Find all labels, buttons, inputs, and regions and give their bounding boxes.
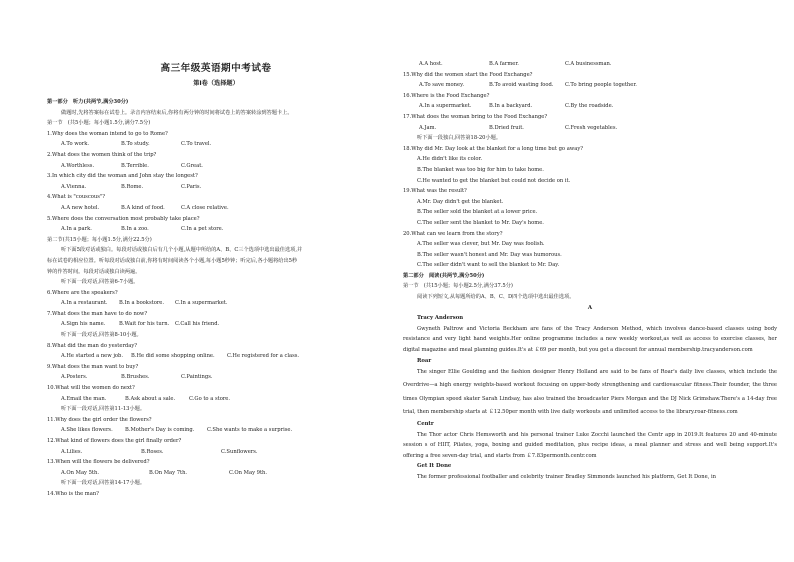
- section2-intro-line1: 听下面5段对话或独白。每段对话或独白后有几个小题,从题中所给的A、B、C三个选项中选出最佳选项,并: [61, 247, 303, 254]
- passage-paragraph: The former professional footballer and celebrity trainer Bradley Simmonds launched his platform, Get It Done, in: [417, 474, 717, 480]
- option: A.The seller was clever, but Mr. Day was foolish.: [417, 241, 545, 248]
- option: C.In a supermarket.: [175, 300, 228, 307]
- option: B.The seller wasn't honest and Mr. Day was humorous.: [417, 251, 562, 258]
- passage-heading: Tracy Anderson: [417, 315, 464, 322]
- question-5: 5.Where does the conversation most probably take place?: [47, 215, 200, 222]
- question-10: 10.What will the women do next?: [47, 385, 135, 392]
- listen-instruction: 听下面一段对话,回答第11-13小题。: [61, 406, 146, 413]
- question-14: 14.Who is the man?: [47, 490, 99, 497]
- option: A.Posters.: [61, 374, 88, 381]
- options-5: [47, 224, 385, 235]
- part2-section1: 第一节 (共15小题；每小题2.5分,满分37.5分): [403, 283, 513, 290]
- option: B.To avoid wasting food.: [489, 82, 554, 89]
- option: B.A kind of food.: [121, 204, 165, 211]
- option: C.A businessman.: [565, 61, 612, 67]
- option: B.Brushes.: [121, 374, 150, 381]
- option: A.He didn't like its color.: [417, 156, 483, 163]
- options-14: [403, 59, 777, 70]
- option: A.Sign his name.: [61, 321, 106, 328]
- question-1: 1.Why does the woman intend to go to Rome?: [47, 130, 168, 137]
- question-4: 4.What is "couscous"?: [47, 194, 106, 201]
- options-12: [47, 447, 385, 458]
- option: B.On May 7th.: [149, 469, 188, 476]
- passage-paragraph: The singer Ellie Goulding and the fashion designer Henry Holland are said to be fans of Roar's daily live classes, which include the Overdrive—a high energy weights-based workout focusing on upper-body strengthening and cardiovascular fitness.Their founder, the three times Olympian speed skater Sarah Lindsay, has also trained the broadcaster Piers Morgan and the DJ Nick Grimshaw.There's a 14-day free trial, then membership starts at ￡12.50per month with live daily workouts and unlimited access to the library.roar-fitness.com: [403, 369, 777, 415]
- part2-heading: 第二部分 阅读(共两节,满分50分): [403, 272, 485, 279]
- option: A.Jam.: [419, 124, 437, 131]
- part1-heading: 第一部分 听力(共两节,满分30分): [47, 99, 129, 105]
- passage-paragraph: Gwyneth Paltrow and Victoria Beckham are fans of the Tracy Anderson Method, which involves dance-based classes using body resistance and very light hand weights.Her online programme includes a new weekly workout,as well as access to exercise classes, her digital magazine and meal planning guides.It's at ￡69 per month, but you get a discount for annual membership.tracyanderson.com: [403, 325, 777, 354]
- option: C.The seller sent the blanket to Mr. Day's home.: [417, 219, 544, 226]
- listen-instruction: 听下面一段对话,回答第6-7小题。: [61, 279, 139, 286]
- option: C.By the roadside.: [565, 103, 614, 110]
- options-8: [47, 351, 385, 362]
- passage-paragraph: The Thor actor Chris Hemsworth and his personal trainer Luke Zocchi launched the Centr app in 2019.It features 20 and 40-minute session s of HIIT, Pilates, yoga, boxing and guided meditation, plus recipe ideas, a meal planner and stress and well being support.It's offering a free seven-day trial, and starts from ￡7.83permonth.centr.com: [403, 431, 777, 459]
- part2-intro: 阅读下列短文,从每题所给的A、B、C、D四个选项中选出最佳选项。: [417, 294, 575, 301]
- option: B.To study.: [121, 141, 150, 148]
- listen-instruction: 听下面一段独白,回答第18-20小题。: [417, 135, 502, 142]
- question-19: 19.What was the result?: [403, 188, 467, 195]
- option: A.In a supermarket.: [419, 103, 472, 110]
- option: C.The seller didn't want to sell the blanket to Mr. Day.: [417, 262, 560, 269]
- question-17: 17.What does the woman bring to the Food Exchange?: [403, 113, 548, 120]
- question-8: 8.What did the man do yesterday?: [47, 342, 138, 349]
- option: A.A new hotel.: [61, 204, 100, 211]
- option: C.Fresh vegetables.: [565, 124, 618, 131]
- page-title: 高三年级英语期中考试卷: [160, 63, 272, 74]
- options-15: [403, 80, 777, 91]
- options-6: [47, 298, 385, 309]
- option: B.In a bookstore.: [119, 300, 165, 307]
- options-7: [47, 319, 385, 330]
- question-12: 12.What kind of flowers does the girl finally order?: [47, 438, 182, 444]
- option: A.On May 5th.: [61, 469, 99, 476]
- option: B.Mother's Day is coming.: [125, 427, 195, 434]
- option: C.A close relative.: [181, 204, 229, 211]
- option: B.Rome.: [121, 183, 144, 190]
- option: B.In a backyard.: [489, 103, 533, 110]
- question-6: 6.Where are the speakers?: [47, 289, 118, 296]
- passage-heading: Get It Done: [417, 463, 452, 470]
- option: B.In a zoo.: [121, 226, 149, 233]
- options-16: [403, 101, 777, 112]
- option: C.To bring people together.: [565, 82, 637, 89]
- option: B.The blanket was too big for him to take home.: [417, 166, 544, 173]
- option: B.A farmer.: [489, 61, 519, 67]
- options-11: [47, 425, 385, 436]
- passage-heading: Roar: [417, 357, 432, 364]
- option: A.Lilies.: [61, 448, 83, 455]
- option: C.He wanted to get the blanket but could not decide on it.: [417, 177, 571, 184]
- options-13: [47, 468, 385, 479]
- option: A.To work.: [61, 141, 90, 148]
- option: C.He registered for a class.: [227, 353, 300, 360]
- section2-intro-line2: 标在试卷的相应位置。听每段对话或独白前,你将有时间阅读各个小题,每小题5秒钟；听完后,各小题将给出5秒: [47, 257, 298, 264]
- option: C.Go to a store.: [189, 395, 231, 402]
- option: B.Dried fruit.: [489, 124, 524, 131]
- options-9: [47, 372, 385, 383]
- options-1: [47, 139, 385, 150]
- listen-instruction: 听下面一段对话,回答第14-17小题。: [61, 480, 146, 487]
- options-4: [47, 203, 385, 214]
- question-9: 9.What does the man want to buy?: [47, 363, 139, 370]
- question-20: 20.What can we learn from the story?: [403, 230, 503, 237]
- passage-heading: Centr: [417, 421, 434, 428]
- question-11: 11.Why does the girl order the flowers?: [47, 416, 152, 423]
- question-18: 18.Why did Mr. Day look at the blanket for a long time but go away?: [403, 145, 584, 152]
- option: C.Call his friend.: [175, 321, 220, 328]
- option: A.He started a new job.: [61, 353, 124, 360]
- option: C.Great.: [181, 162, 203, 169]
- options-3: [47, 182, 385, 193]
- option: B.The seller sold the blanket at a lower price.: [417, 209, 538, 216]
- question-2: 2.What does the women think of the trip?: [47, 151, 157, 158]
- option: A.In a park.: [61, 226, 92, 233]
- option: A.She likes flowers.: [61, 427, 113, 434]
- part1-section1: 第一节 (共5小题；每小题1.5分,满分7.5分): [47, 120, 151, 127]
- options-10: [47, 394, 385, 405]
- passage-letter: A: [587, 304, 593, 311]
- option: C.Paintings.: [181, 374, 213, 381]
- part1-intro: 做题时,先将答案标在试卷上。录音内容结束后,你将有两分钟的时间将试卷上的答案转涂到答题卡上。: [61, 109, 293, 116]
- page-subtitle: 第Ⅰ卷（选择题）: [193, 80, 239, 87]
- section2-intro-line3: 钟的作答时间。每段对话或独白读两遍。: [47, 268, 141, 275]
- option: A.Email the man.: [61, 395, 107, 402]
- option: A.Worthless.: [61, 162, 95, 169]
- right-column: [403, 59, 777, 483]
- question-7: 7.What does the man have to do now?: [47, 310, 148, 317]
- option: A.Mr. Day didn't get the blanket.: [417, 198, 504, 205]
- option: B.Terrible.: [121, 162, 149, 169]
- option: C.Sunflowers.: [221, 448, 258, 455]
- option: B.Ask about a sale.: [125, 395, 176, 402]
- question-15: 15.Why did the women start the Food Exchange?: [403, 71, 533, 78]
- option: A.A host.: [419, 61, 443, 67]
- option: A.In a restaurant.: [61, 300, 108, 307]
- question-16: 16.Where is the Food Exchange?: [403, 92, 490, 99]
- option: C.In a pet store.: [181, 226, 224, 233]
- left-column: [47, 60, 385, 500]
- option: B.Roses.: [141, 448, 164, 455]
- option: B.He did some shopping online.: [131, 353, 215, 360]
- option: A.Vienna.: [61, 183, 87, 190]
- option: B.Wait for his turn.: [119, 321, 170, 328]
- part1-section2: 第二节(共15小题；每小题1.5分,满分22.5分): [47, 236, 152, 243]
- option: A.To save money.: [419, 82, 464, 89]
- options-17: [403, 123, 777, 134]
- question-13: 13.When will the flowers be delivered?: [47, 459, 150, 466]
- listen-instruction: 听下面一段对话,回答第8-10小题。: [61, 332, 142, 339]
- options-2: [47, 161, 385, 172]
- option: C.To travel.: [181, 141, 212, 148]
- option: C.Paris.: [181, 183, 202, 190]
- option: C.She wants to make a surprise.: [207, 427, 293, 434]
- option: C.On May 9th.: [229, 469, 268, 476]
- question-3: 3.In which city did the woman and John stay the longest?: [47, 173, 198, 180]
